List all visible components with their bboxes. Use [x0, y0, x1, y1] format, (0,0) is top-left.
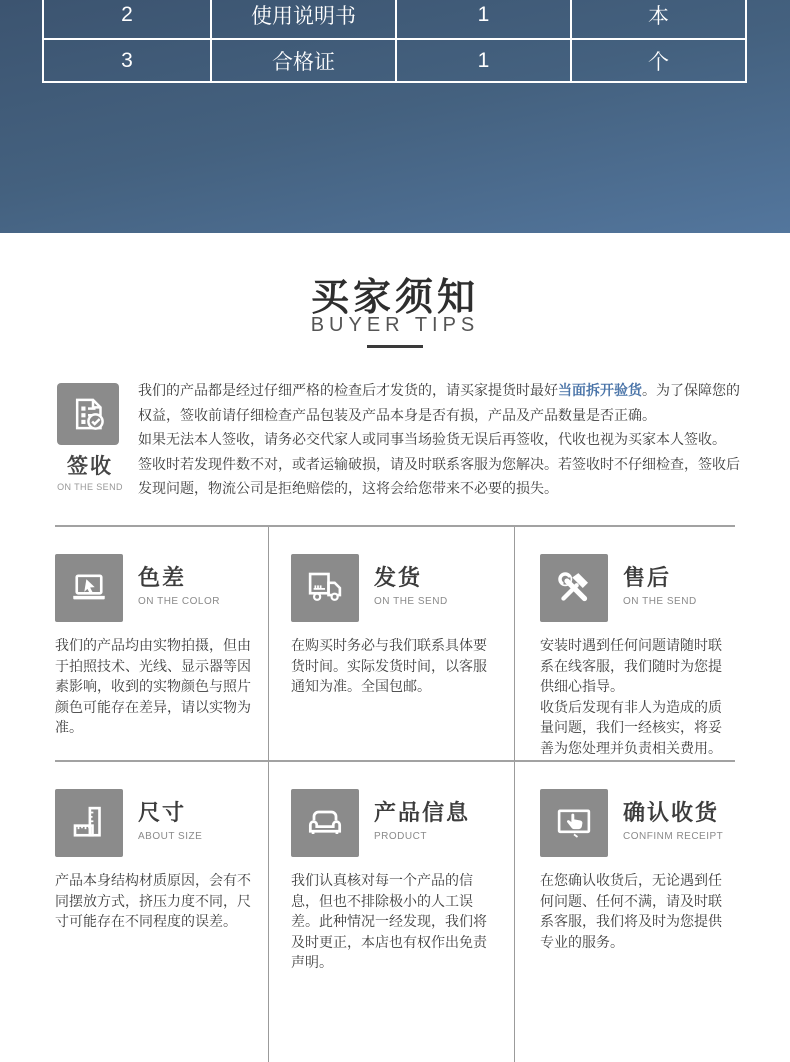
info-cell-product-info — [269, 762, 515, 1062]
sign-sublabel: ON THE SEND — [57, 482, 123, 492]
cell-row-no: 3 — [43, 39, 211, 82]
hero-banner — [0, 0, 790, 233]
cell-text: 我们认真核对每一个产品的信息，但也不排除极小的人工误差。此种情况一经发现，我们将及时更正，本店也有权作出免责声明。 — [291, 872, 487, 970]
cell-title: 售后 — [623, 565, 672, 590]
cell-title-block — [374, 561, 448, 607]
cell-title-block — [138, 796, 202, 842]
cell-header — [291, 789, 504, 857]
cell-text-2: 收货后发现有非人为造成的质量问题，我们一经核实，将妥善为您处理并负责相关费用。 — [540, 698, 722, 756]
page-subtitle: BUYER TIPS — [310, 314, 480, 336]
cell-text: 产品本身结构材质原因，会有不同摆放方式，挤压力度不同，尺寸可能存在不同程度的误差。 — [55, 872, 251, 929]
delivery-truck-icon — [291, 554, 359, 622]
cell-item-name: 使用说明书 — [211, 0, 396, 39]
cell-subtitle: PRODUCT — [374, 831, 427, 842]
sign-text-normal: 。为了保障您的权益，签收前请仔细检查产品包装及产品本身是否有损，产品及产品数量是否正确。 — [138, 382, 740, 423]
cell-title: 产品信息 — [374, 800, 471, 825]
cell-title-block — [623, 796, 723, 842]
cell-qty: 1 — [396, 0, 571, 39]
cell-subtitle: ABOUT SIZE — [138, 831, 203, 842]
sign-text-line-1 — [138, 378, 744, 427]
cell-header — [55, 789, 258, 857]
notice-grid — [55, 525, 735, 1062]
sign-paragraph — [138, 378, 744, 501]
cell-unit: 个 — [571, 39, 746, 82]
cell-title-block — [374, 796, 470, 842]
clipboard-check-icon — [57, 383, 119, 445]
cell-title-block — [138, 561, 220, 607]
info-cell-size — [55, 762, 269, 1062]
cell-header — [291, 554, 504, 622]
cell-header — [540, 554, 735, 622]
cell-item-name: 合格证 — [211, 39, 396, 82]
cell-text: 我们的产品均由实物拍摄，但由于拍照技术、光线、显示器等因素影响，收到的实物颜色与照片颜色可能存在差异，请以实物为准。 — [55, 637, 251, 735]
ruler-icon — [55, 789, 123, 857]
info-cell-confirm-receipt — [515, 762, 735, 1062]
info-cell-color-difference — [55, 527, 269, 762]
cell-title-block — [623, 561, 697, 607]
packing-list-table — [42, 0, 747, 83]
cell-qty: 1 — [396, 39, 571, 82]
cell-text: 在您确认收货后，无论遇到任何问题、任何不满，请及时联系客服，我们将及时为您提供专业的服务。 — [540, 872, 722, 950]
sign-text-highlight: 当面拆开验货 — [558, 382, 642, 398]
cell-title: 确认收货 — [623, 800, 720, 825]
sign-label: 签收 — [67, 455, 113, 478]
cell-subtitle: CONFINM RECEIPT — [623, 831, 724, 842]
cell-subtitle: ON THE SEND — [623, 596, 697, 607]
sign-text-line-3: 签收时若发现件数不对，或者运输破损，请及时联系客服为您解决。若签收时不仔细检查，签收后发现问题，物流公司是拒绝赔偿的，这将会给您带来不必要的损失。 — [138, 455, 740, 496]
sign-text-line-2: 如果无法本人签收，请务必交代家人或同事当场验货无误后再签收，代收也视为买家本人签收。 — [138, 431, 726, 447]
info-cell-after-sales — [515, 527, 735, 762]
hammer-wrench-icon — [540, 554, 608, 622]
cell-header — [55, 554, 258, 622]
cell-subtitle: ON THE SEND — [374, 596, 448, 607]
cell-text: 安装时遇到任何问题请随时联系在线客服，我们随时为您提供细心指导。 — [540, 637, 722, 694]
info-cell-shipping — [269, 527, 515, 762]
sofa-icon — [291, 789, 359, 857]
table-row — [43, 0, 746, 39]
sign-text-normal: 我们的产品都是经过仔细严格的检查后才发货的，请买家提货时最好 — [138, 382, 558, 398]
cell-header — [540, 789, 735, 857]
cell-title: 发货 — [374, 565, 423, 590]
cell-subtitle: ON THE COLOR — [138, 596, 220, 607]
cell-text: 在购买时务必与我们联系具体要货时间。实际发货时间，以客服通知为准。全国包邮。 — [291, 637, 487, 694]
laptop-cursor-icon — [55, 554, 123, 622]
title-divider — [367, 345, 423, 348]
cell-title: 尺寸 — [138, 800, 187, 825]
cell-row-no: 2 — [43, 0, 211, 39]
page-title: 买家须知 — [310, 277, 479, 319]
table-row — [43, 39, 746, 82]
hand-screen-icon — [540, 789, 608, 857]
sign-receipt-block — [57, 383, 123, 492]
cell-title: 色差 — [138, 565, 187, 590]
cell-unit: 本 — [571, 0, 746, 39]
